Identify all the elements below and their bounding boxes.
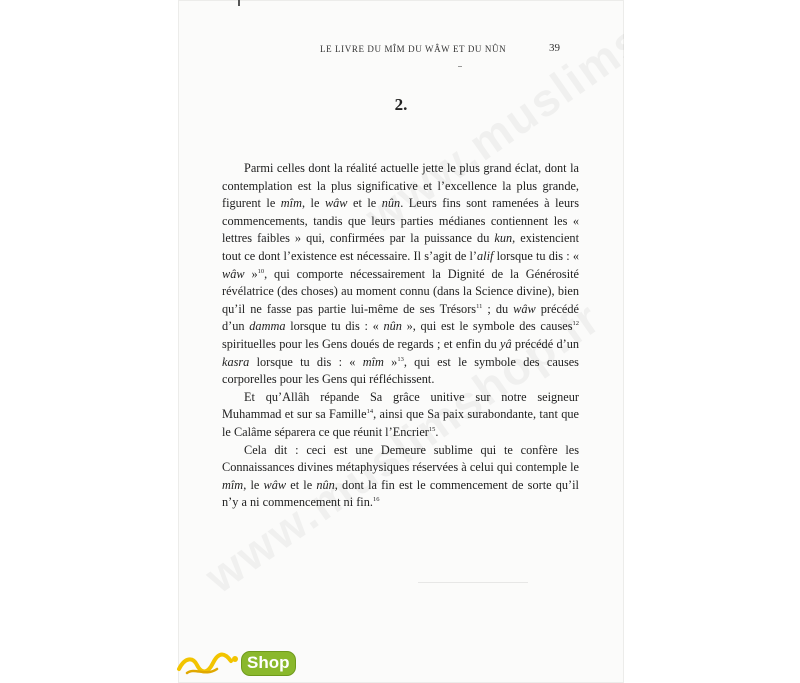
body-text bbox=[222, 160, 579, 512]
footnote-ref: 14 bbox=[366, 408, 374, 416]
print-mark bbox=[238, 0, 240, 6]
shop-logo-label: Shop bbox=[241, 651, 296, 676]
swirl-icon bbox=[175, 647, 245, 681]
footnote-ref: 13 bbox=[397, 355, 404, 363]
footnote-ref: 16 bbox=[372, 496, 380, 504]
shop-logo[interactable] bbox=[175, 647, 300, 681]
paragraph-1: Parmi celles dont la réalité actuelle jette le plus grand éclat, dont la contemplation est la plus significative et l’excellence la plus grande, figurent le mîm, le wâw et le nûn. Leurs fins sont ramenées à leurs commencements, tandis que leurs parties médianes contiennent les « lettres faibles » qui, confirmées par la puissance du kun, existencient tout ce dont l’existence est nécessaire. Il s’agit de l’alif lorsque tu dis : « wâw »$^{10}$, qui comporte nécessairement la Dignité de la Générosité révélatrice (des choses) au moment connu (dans la Science divine), bien qu’il ne fasse pas partie lui-même de ses Trésors$^{11}$ ; du wâw précédé d’un damma lorsque tu dis : « nûn », qui est le symbole des causes$^{12}$ spirituelles pour les Gens doués de regards ; et enfin du yâ précédé d’un kasra lorsque tu dis : « mîm »$^{13}$, qui est le symbole des causes corporelles pour les Gens qui réfléchissent. bbox=[222, 161, 579, 387]
page-number: 39 bbox=[549, 42, 560, 54]
book-page bbox=[178, 0, 624, 683]
paragraph-3: Cela dit : ceci est une Demeure sublime qui te confère les Connaissances divines métaphysiques réservées à celui qui contemple le mîm, le wâw et le nûn, dont la fin est le commencement de sorte qu’il n’y a ni commencement ni fin.$^{16}$ bbox=[222, 442, 579, 510]
paragraph-2: Et qu’Allâh répande Sa grâce unitive sur notre seigneur Muhammad et sur sa Famille$^{14}$, ainsi que Sa paix surabondante, tant que le Calâme séparera ce que réunit l’Encrier$^{15}$. bbox=[222, 389, 579, 439]
footnote-ref: 15 bbox=[428, 425, 436, 433]
running-head: LE LIVRE DU MÎM DU WÂW ET DU NÛN bbox=[320, 44, 507, 54]
footnote-ref: 12 bbox=[572, 320, 579, 328]
footnote-ref: 10 bbox=[257, 267, 265, 275]
footnote-ref: 11 bbox=[476, 302, 483, 310]
footnote-rule bbox=[418, 582, 528, 583]
print-mark bbox=[458, 66, 462, 67]
chapter-number: 2. bbox=[394, 95, 408, 114]
